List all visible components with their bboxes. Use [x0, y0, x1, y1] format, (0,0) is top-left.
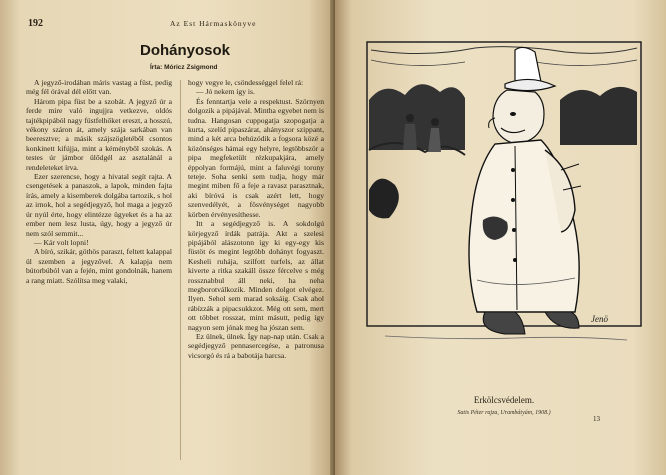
column-divider — [180, 80, 181, 460]
artist-signature: Jenö — [591, 314, 608, 324]
illustration-credit: Satis Péter rajza, Urambátyám, 1908.) — [457, 410, 551, 416]
paragraph: — Jó nekem így is. — [196, 87, 255, 97]
paragraph: Ezer szerencse, hogy a hivatal segít rajta. A csengetések a panaszok, a lapok, minden fajta írás, amely a kisemberek dolgába tartozik, s hol az irnok, hol a segédjegyző, hol maga a jegyző úr nyúl érte, hogy elintézze ügyeket és a ha az ember nem lesz lusta, úgy, hogy a jegyző úr nem szól semmit... — [26, 172, 172, 238]
text-column-1 — [26, 78, 172, 462]
paragraph: És fenntartja vele a respektust. Szörnyen dolgozik a pipájával. Mintha egyebet nem is tudna. Hangosan cuppogatja szopogatja a kurta, szelíd pipaszárat, ahányszor szippant, mind a két arca behúzódik a fogsora közé a közönséges hámai egy helyre, legtöbbször a pipa megfeketült rézkupakjára, amely éppolyan formájú, mint a faluvégi torony teteje. Soha senki sem tudja, hogy már megint miben fő a feje a ravasz parasztnak, aki bíróvá is csak azért lett, hogy szenvedélyét, a fösvénységet nagyobb körben érvényesíthesse. — [188, 96, 324, 219]
paragraph: A bíró, szikár, göthös paraszt, feltett kalappal ül szemben a jegyzővel. A kalapja nem bútorbúból van a fején, mint gondolnák, hanem a rang miatt. Szólítsa meg valaki, — [26, 247, 172, 285]
paragraph: A jegyző-irodában máris vastag a füst, pedig még fél órával dél előtt van. — [26, 78, 172, 97]
article-byline: Írta: Móricz Zsigmond — [150, 64, 218, 71]
cartoon-illustration — [365, 40, 643, 392]
article-title: Dohányosok — [140, 42, 231, 59]
paragraph: Ez ülnek, ülnek. Így nap-nap után. Csak a segédjegyző pennasercegése, a patronusa vicsorgó és rá a babotája harcsa. — [188, 331, 324, 360]
illustration-caption: Erkölcsvédelem. — [473, 395, 535, 405]
page-number-right: 13 — [593, 415, 600, 423]
right-page — [335, 0, 666, 475]
paragraph: hogy vegye le, csöndességgel felel rá: — [188, 78, 304, 87]
running-head: Az Est Hármaskönyve — [170, 19, 257, 28]
text-column-2 — [188, 78, 324, 462]
paragraph: — Kár volt lopni! — [34, 237, 89, 247]
paragraph: Három pipa füst be a szobát. A jegyző úr a ferde mire való ingujjra vetkezve, oldós tajtékpipából nagy füstfelhőket ereszt, a hosszú, vékony száron át, amely szája sarkában van beeresztve; a másik szájszögletéből csontos konkinett kifújja, mint a kéményből szokás. A testes úr jámbor ülődgél az asztalánál a rendeleteket írva. — [26, 96, 172, 172]
paragraph: Itt a segédjegyző is. A sokdolgú körjegyző írdák patrája. Akt a szelesi pipájából alászotonn így ki egy-egy kis füstöt és megint legtöbb dohányt fogyaszt. Kesheli ruhája, szilfott turfels, az állat kiverte a ritka szakáll össze fércelve s még rossznabbul áll neki, ha neha megborotválkozik. Minden dolgot elvégez. Ilyen. Sehol sem marad soksáig. Csak ahol rábízzák a pipacsukkzot. Még ott sem, mert ott többet rosszat, mint másutt, pedig így nagyon sem jónak meg ha jószan sem. — [188, 219, 324, 332]
page-number-left: 192 — [28, 18, 43, 29]
